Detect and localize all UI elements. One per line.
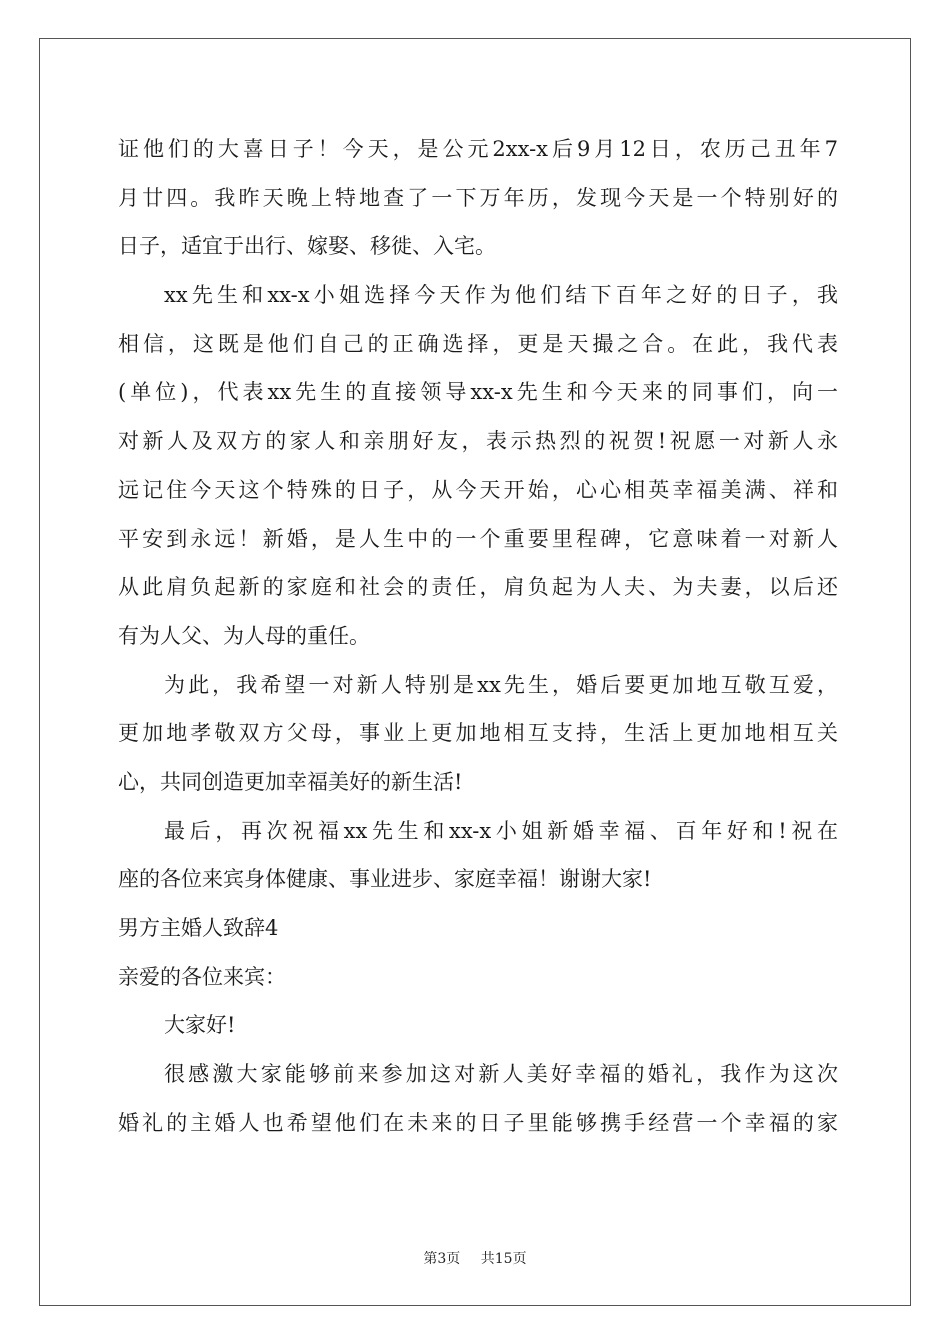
text-line: 婚礼的主婚人也希望他们在未来的日子里能够携手经营一个幸福的家: [118, 1110, 838, 1135]
text-line: 证他们的大喜日子！今天，是公元2xx-x后9月12日，农历己丑年7: [118, 137, 838, 161]
page-footer: [0, 1248, 950, 1268]
text-line: 对新人及双方的家人和亲朋好友，表示热烈的祝贺!祝愿一对新人永: [118, 429, 838, 454]
text-line: 很感激大家能够前来参加这对新人美好幸福的婚礼，我作为这次: [164, 1062, 838, 1087]
text-line: 相信，这既是他们自己的正确选择，更是天撮之合。在此，我代表: [118, 331, 838, 356]
text-line: 从此肩负起新的家庭和社会的责任，肩负起为人夫、为夫妻，以后还: [118, 575, 838, 600]
text-line: 亲爱的各位来宾：: [118, 964, 286, 989]
text-line: 最后，再次祝福xx先生和xx-x小姐新婚幸福、百年好和!祝在: [164, 818, 838, 843]
text-line: 平安到永远！新婚，是人生中的一个重要里程碑，它意味着一对新人: [118, 526, 838, 551]
text-line: 更加地孝敬双方父母，事业上更加地相互支持，生活上更加地相互关: [118, 721, 838, 746]
page-number: 第3页: [423, 1251, 461, 1267]
text-line: 心，共同创造更加幸福美好的新生活!: [118, 769, 463, 794]
text-line: (单位)，代表xx先生的直接领导xx-x先生和今天来的同事们，向一: [118, 380, 838, 405]
text-line: 大家好!: [164, 1013, 236, 1038]
text-line: 日子，适宜于出行、嫁娶、移徙、入宅。: [118, 234, 496, 259]
page-total: 共15页: [480, 1251, 527, 1267]
text-line: 远记住今天这个特殊的日子，从今天开始，心心相英幸福美满、祥和: [118, 477, 838, 502]
text-line: 男方主婚人致辞4: [118, 916, 279, 940]
text-line: 座的各位来宾身体健康、事业进步、家庭幸福！谢谢大家!: [118, 867, 652, 892]
text-line: 为此，我希望一对新人特别是xx先生，婚后要更加地互敬互爱，: [164, 672, 838, 697]
text-line: 有为人父、为人母的重任。: [118, 623, 370, 648]
text-line: 月廿四。我昨天晚上特地查了一下万年历，发现今天是一个特别好的: [118, 185, 838, 210]
document-body: [118, 125, 838, 1147]
text-line: xx先生和xx-x小姐选择今天作为他们结下百年之好的日子，我: [164, 283, 838, 308]
